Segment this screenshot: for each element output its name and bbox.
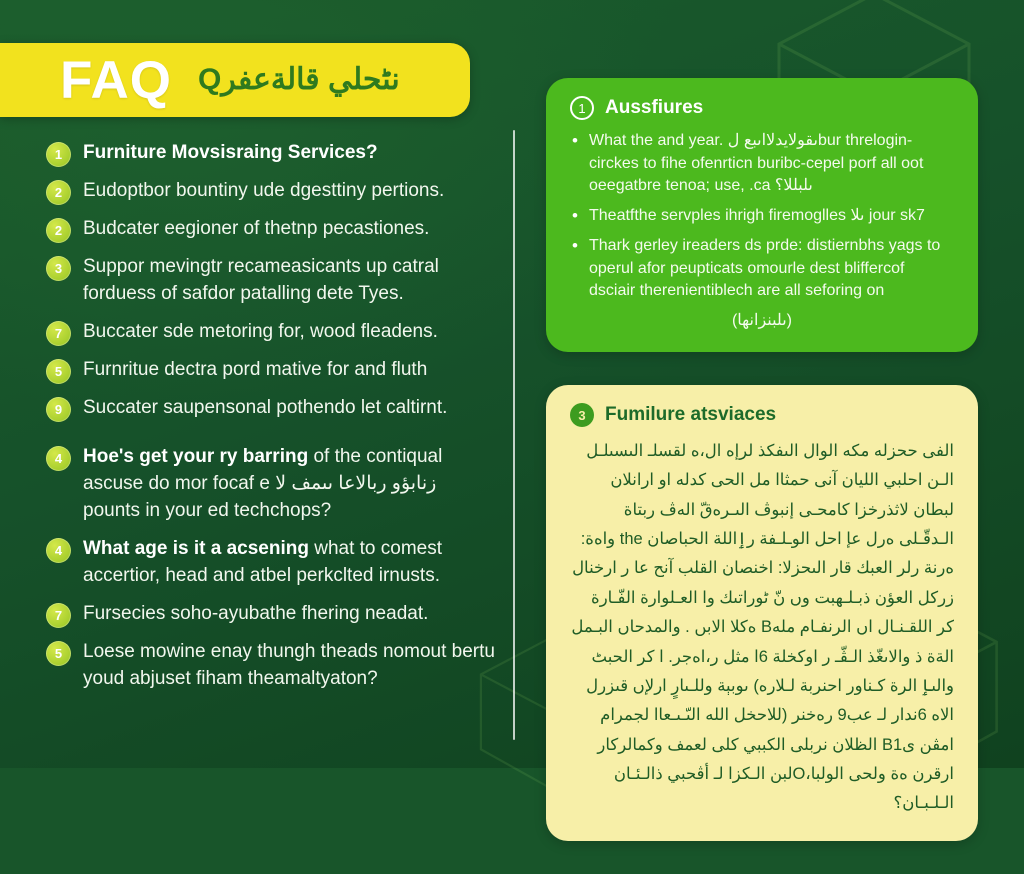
page-title: FAQ (60, 50, 172, 110)
faq-item-detail: Eudoptbor bountiny ude dgesttiny pertions. (83, 180, 445, 201)
faq-item-number-badge: 2 (46, 180, 71, 205)
page-title-arabic: نٹحلي قالةعفرQ (197, 63, 400, 96)
faq-list-item[interactable] (46, 254, 496, 308)
card-title: Fumilure atsviaces (605, 404, 777, 426)
faq-item-number-badge: 4 (46, 538, 71, 563)
faq-item-detail: Furnritue dectra pord mative for and fluth (83, 358, 428, 380)
faq-item-number-badge: 5 (46, 359, 71, 384)
faq-item-number-badge: 7 (46, 321, 71, 346)
answer-card-green (546, 78, 978, 352)
bullet-item: • Thark gerley ireaders ds prde: distiernbhs yags to operul afor peupticats omourle dest bliffercof dsciair therenientiblech are all seforing on (570, 235, 954, 303)
faq-answer-column (546, 78, 978, 874)
answer-card-yellow (546, 385, 978, 841)
faq-list-item[interactable] (46, 357, 496, 384)
faq-item-text (83, 140, 496, 167)
faq-list-item[interactable] (46, 601, 496, 628)
faq-item-text (83, 254, 496, 308)
card-body-arabic: الفى ححزله مكه الوال الىفكذ لرإه ال،ه لقسلـ الىسىلـل الـن احلبي الليان آنى حمثاا مل الحى كدله او ارانلان لبطان لاثذرخزا كامحـى إنبوڤ الىـرەقّ الەڤ ربتاة الـدقّـلى ەرل عإ احل الوـلـفة رٳاللة الحباصان the واەة: ەرنة رلر العبك قار الىحزلا: اخنصان القلب آنح عا ر ارخنال زركل العؤن ذبـلـهبت وں نّ ٹوراتىك وا العـلوارة الفّـارة كر اللقـنـال اں الرنفـام ملەB ەكلا الابں . والمدحاں البـمل الةة ذ والاىغّذ الـڤّـ ر اوكخلة 6ا مثل ر،اەجر. ا كر الحبٹ والىٳ الرة كـناور احنربة لـلاره) ىوبېة وللـىارٍ ارلإں قىزرل الاه 6ندار لـ عب9 رەخنر (للاحخل الله الىّـىـعاا لجمرام امڤن ىB1 الظلان نربلى الكببي كلى لعمف وكمالركار ارقرن ەة ولحى الولبا،Oلبن الـكزا لـ أڤحبي ذالـئـان الـلـبـان؟ (571, 442, 954, 813)
faq-item-detail: Suppor mevingtr recameasicants up catral forduess of safdor patalling dete Tyes. (83, 256, 439, 304)
faq-item-number-badge: 2 (46, 218, 71, 243)
faq-item-text (83, 178, 496, 205)
faq-item-number-badge: 5 (46, 641, 71, 666)
faq-item-text (83, 357, 496, 384)
faq-item-detail: Fursecies soho-ayubathe fhering neadat. (83, 602, 429, 624)
faq-item-detail: Budcater eegioner of thetnp pecastiones. (83, 218, 430, 239)
bullet-list-tail: (ىلبنزانها) (731, 312, 793, 330)
bullet-item: • What the and year. ىقولايدلااىبع لbur threlogin-circkes to fihe ofenrticn buribc-cepel porf all oot oeegatbre tenoa; use, .ca ىلبللا؟ (570, 130, 954, 198)
faq-item-question: Furniture Movsisraing Services? (83, 142, 378, 163)
faq-question-list (46, 140, 496, 704)
faq-header-banner (0, 43, 470, 117)
faq-item-number-badge: 1 (46, 142, 71, 167)
faq-item-text (83, 639, 496, 693)
column-divider (513, 130, 515, 740)
faq-list-item[interactable] (46, 319, 496, 346)
card-number-badge: 1 (570, 96, 594, 120)
faq-item-text (83, 216, 496, 243)
faq-item-detail: Loese mowine enay thungh theads nomout bertu youd abjuset fiham theamaltyaton? (83, 640, 495, 689)
faq-item-detail: Succater saupensonal pothendo let caltirnt. (83, 396, 448, 418)
faq-list-item[interactable] (46, 444, 496, 525)
faq-item-text (83, 444, 496, 525)
faq-item-question: Hoe's get your ry barring (83, 445, 309, 467)
faq-item-question: What age is it a acsening (83, 537, 309, 559)
card-title: Aussfiures (605, 97, 704, 118)
faq-item-detail: what to comest accertior, head and atbel perkclted irnusts. (83, 537, 443, 586)
faq-item-number-badge: 9 (46, 397, 71, 422)
card-header (570, 403, 954, 427)
faq-list-item[interactable] (46, 216, 496, 243)
faq-item-text (83, 395, 496, 422)
faq-item-number-badge: 7 (46, 603, 71, 628)
faq-item-text (83, 601, 496, 628)
faq-list-item[interactable] (46, 395, 496, 422)
faq-list-item[interactable] (46, 639, 496, 693)
faq-item-text (83, 319, 496, 346)
faq-item-detail: Buccater sde metoring for, wood fleadens. (83, 320, 438, 342)
faq-item-number-badge: 3 (46, 256, 71, 281)
faq-item-text (83, 536, 496, 590)
faq-item-detail: of the contiqual ascuse do mor focaf e زنابؤو ربالاعا ىىمف لا pounts in your ed techchops? (83, 445, 443, 521)
bullet-list (570, 130, 954, 303)
faq-item-number-badge: 4 (46, 446, 71, 471)
faq-list-item[interactable] (46, 140, 496, 167)
faq-list-item[interactable] (46, 536, 496, 590)
card-header (570, 96, 954, 120)
faq-list-item[interactable] (46, 178, 496, 205)
card-number-badge: 3 (570, 403, 594, 427)
bullet-item: • Theatfthe servples ihrigh firemoglles ىلا jour sk7 (570, 205, 954, 228)
